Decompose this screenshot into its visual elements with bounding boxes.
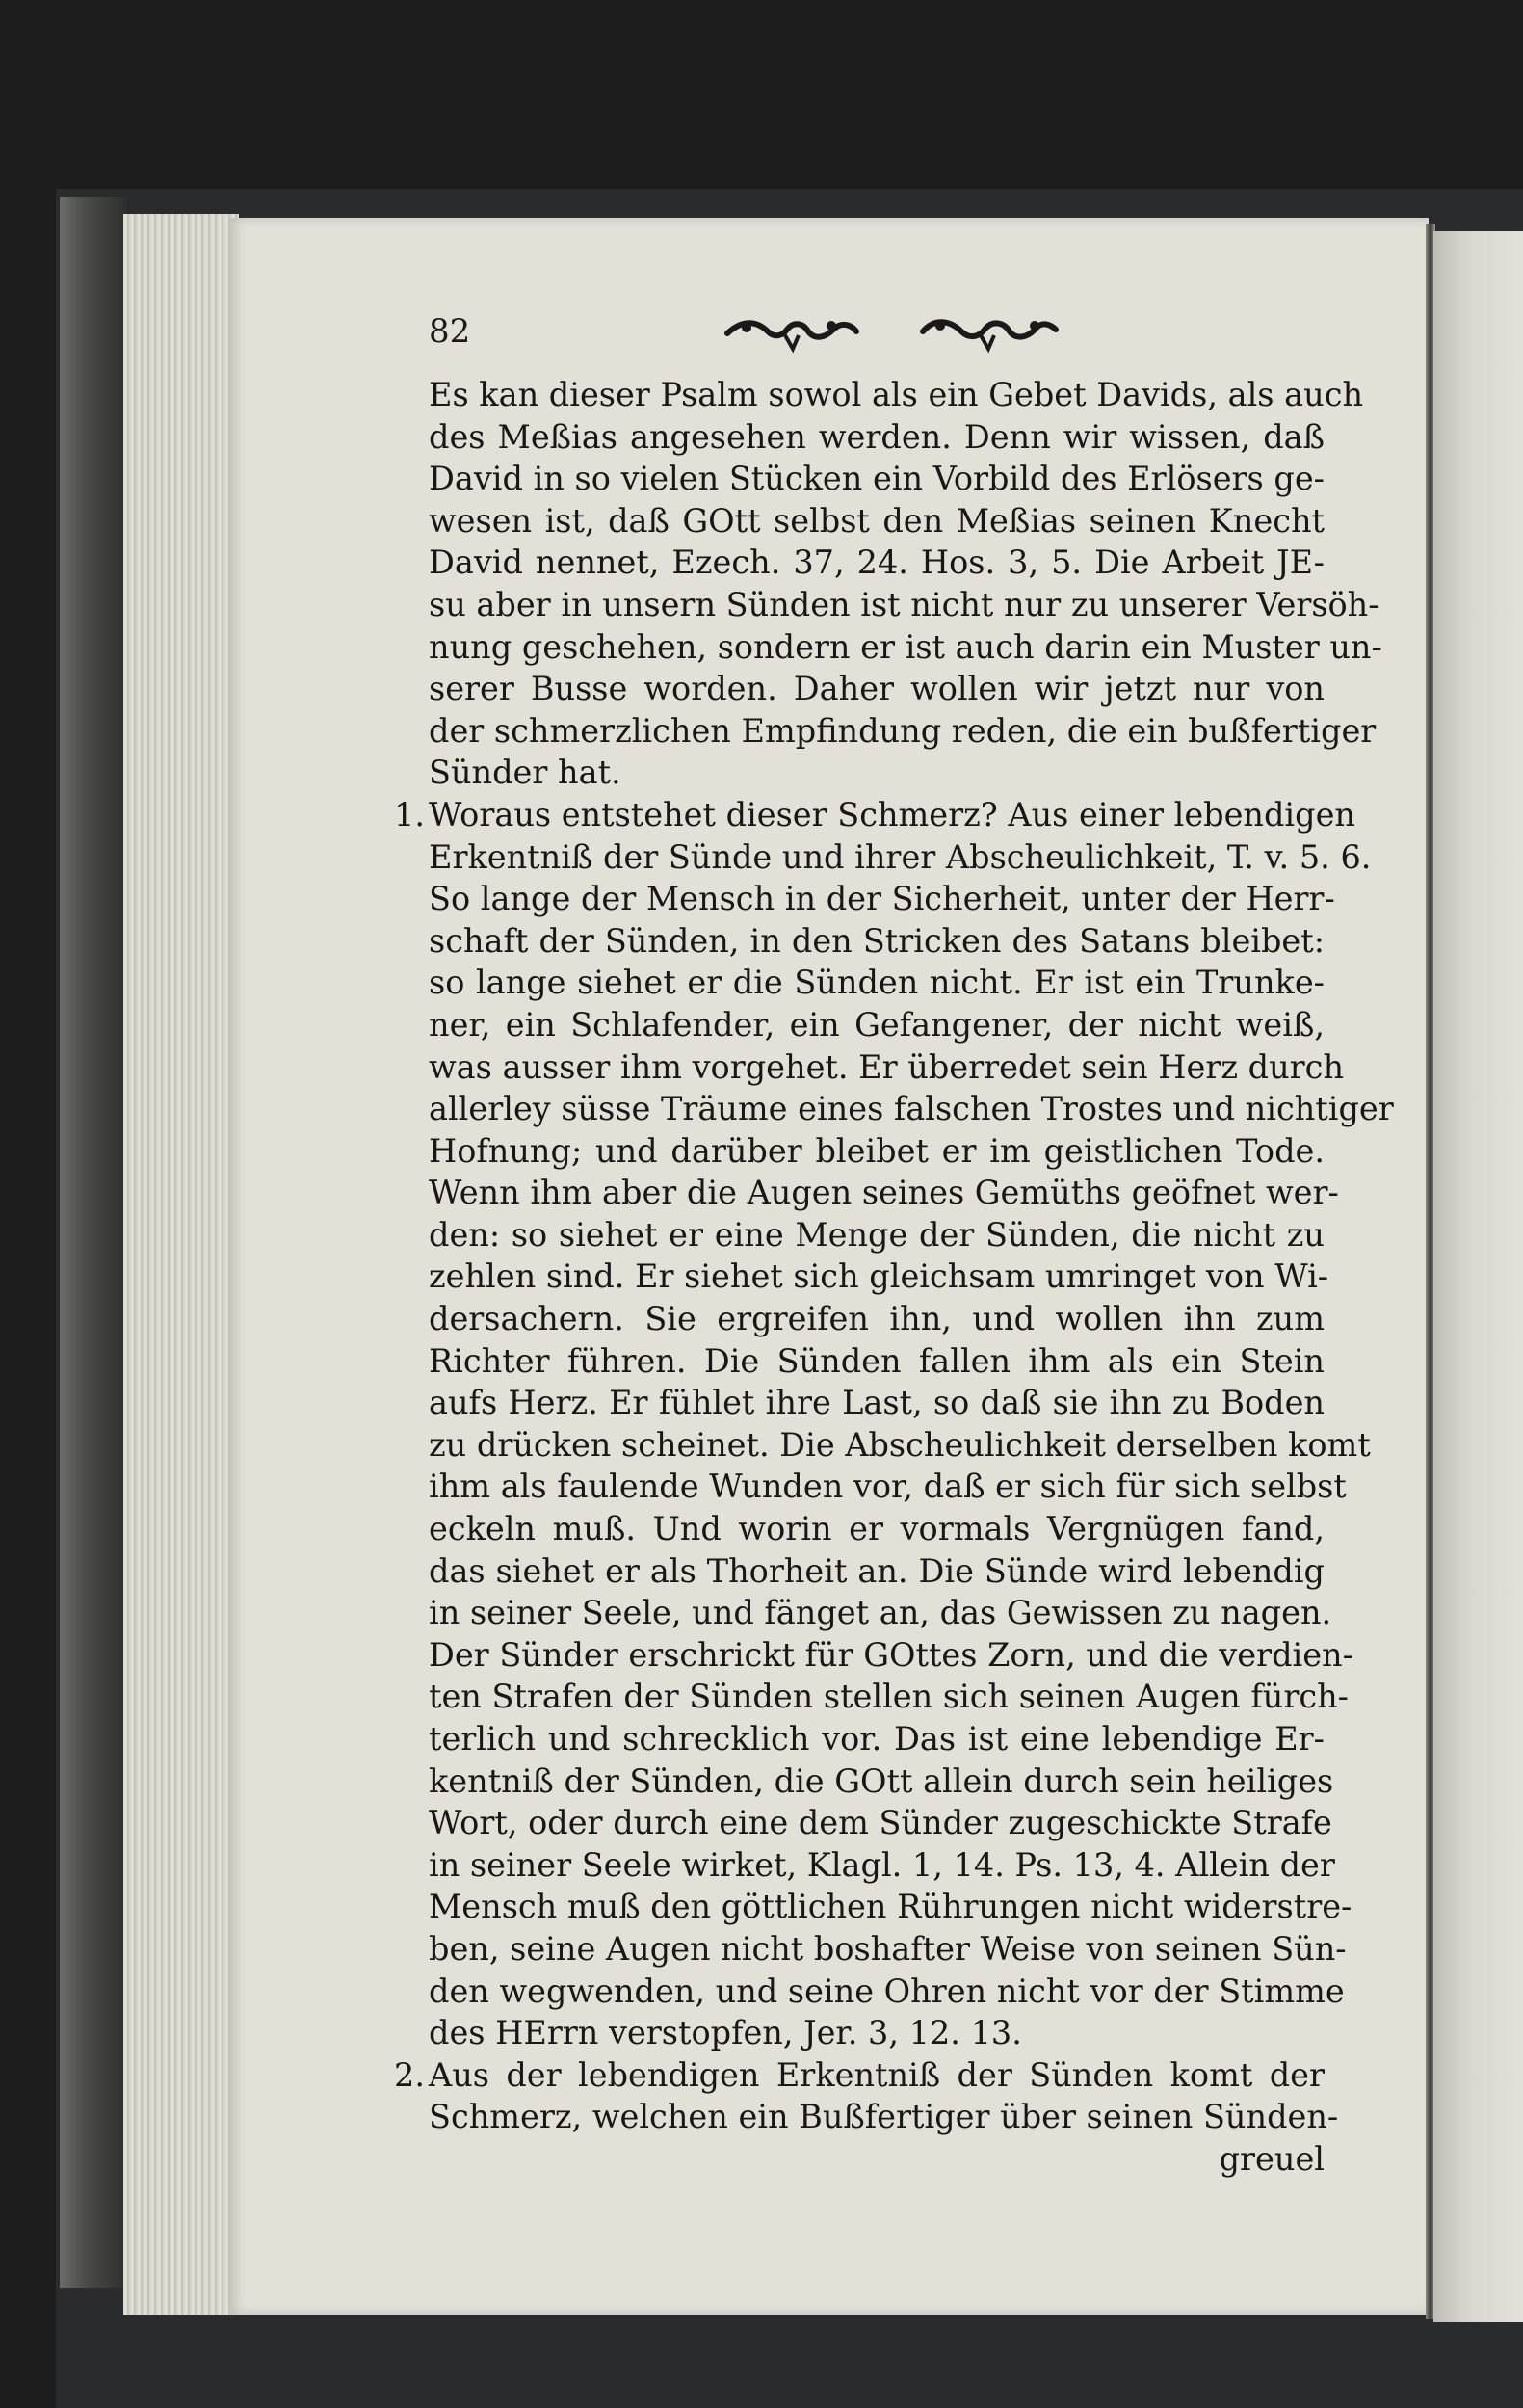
- line-text: nung geschehen, sondern er ist auch darin ein Muster un-: [429, 627, 1382, 666]
- line-text: David nennet, Ezech. 37, 24. Hos. 3, 5. Die Arbeit JE-: [429, 543, 1325, 582]
- line-text: ten Strafen der Sünden stellen sich seinen Augen fürch-: [429, 1678, 1349, 1716]
- text-line: [429, 458, 1325, 500]
- paragraph-number: 2.: [394, 2055, 425, 2094]
- line-text: Schmerz, welchen ein Bußfertiger über seinen Sünden-: [429, 2098, 1339, 2136]
- text-line: [429, 1382, 1325, 1424]
- facing-page-edge: [1433, 231, 1523, 2322]
- text-line: [429, 1844, 1335, 1887]
- text-line: [429, 1088, 1394, 1130]
- text-line: [429, 2138, 1325, 2181]
- line-text: kentniß der Sünden, die GOtt allein durch sein heiliges: [429, 1761, 1334, 1800]
- line-text: das siehet er als Thorheit an. Die Sünde wird lebendig: [429, 1551, 1325, 1590]
- line-text: in seiner Seele, und fänget an, das Gewissen zu nagen.: [429, 1594, 1332, 1632]
- line-text: Mensch muß den göttlichen Rührungen nicht widerstre-: [429, 1888, 1352, 1926]
- line-text: in seiner Seele wirket, Klagl. 1, 14. Ps. 13, 4. Allein der: [429, 1845, 1335, 1884]
- text-line: [429, 710, 1377, 753]
- line-text: allerley süsse Träume eines falschen Trostes und nichtiger: [429, 1090, 1394, 1128]
- text-line: [429, 1424, 1371, 1467]
- text-line: [429, 1760, 1334, 1803]
- text-line: [429, 584, 1379, 626]
- line-text: den wegwenden, und seine Ohren nicht vor der Stimme: [429, 1971, 1345, 2010]
- text-line: [429, 500, 1325, 542]
- line-text: serer Busse worden. Daher wollen wir jetzt nur von: [429, 670, 1325, 708]
- line-text: Woraus entstehet dieser Schmerz? Aus einer lebendigen: [429, 795, 1355, 834]
- text-line: [429, 2012, 1325, 2054]
- line-text: Wort, oder durch eine dem Sünder zugeschickte Strafe: [429, 1804, 1332, 1842]
- line-text: Der Sünder erschrickt für GOttes Zorn, und die verdien-: [429, 1635, 1353, 1674]
- line-text: eckeln muß. Und worin er vormals Vergnügen fand,: [429, 1510, 1325, 1548]
- text-line: [429, 1004, 1325, 1046]
- line-text: ihm als faulende Wunden vor, daß er sich für sich selbst: [429, 1468, 1347, 1506]
- page-stack-edges: [123, 214, 239, 2315]
- text-line: [429, 1298, 1325, 1340]
- ornament-icon: [915, 306, 1060, 355]
- line-text: David in so vielen Stücken ein Vorbild des Erlösers ge-: [429, 460, 1325, 498]
- line-text: des Meßias angesehen werden. Denn wir wissen, daß: [429, 417, 1325, 456]
- line-text: Sünder hat.: [429, 754, 621, 792]
- line-text: Richter führen. Die Sünden fallen ihm als ein Stein: [429, 1341, 1325, 1380]
- line-text: Aus der lebendigen Erkentniß der Sünden komt der: [429, 2055, 1325, 2094]
- page-number: 82: [429, 312, 471, 351]
- line-text: was ausser ihm vorgehet. Er überredet sein Herz durch: [429, 1047, 1345, 1086]
- text-line: [429, 836, 1372, 879]
- line-text: ner, ein Schlafender, ein Gefangener, der nicht weiß,: [429, 1005, 1325, 1044]
- line-text: so lange siehet er die Sünden nicht. Er ist ein Trunke-: [429, 964, 1325, 1002]
- line-text: Hofnung; und darüber bleibet er im geistlichen Tode.: [429, 1131, 1325, 1170]
- text-line: [429, 1340, 1325, 1383]
- text-line: [429, 1928, 1347, 1971]
- paragraph-number: 1.: [394, 795, 425, 834]
- text-line: [429, 374, 1364, 416]
- text-line: [429, 920, 1325, 963]
- text-line: [429, 668, 1325, 710]
- text-line: [429, 1466, 1347, 1508]
- text-line: [429, 1886, 1352, 1928]
- text-line: [429, 1971, 1345, 2013]
- line-text: dersachern. Sie ergreifen ihn, und wollen ihn zum: [429, 1300, 1325, 1338]
- line-text: aufs Herz. Er fühlet ihre Last, so daß sie ihn zu Boden: [429, 1384, 1325, 1422]
- text-line: [429, 1046, 1345, 1089]
- line-text: Wenn ihm aber die Augen seines Gemüths geöfnet wer-: [429, 1174, 1339, 1212]
- text-line: [429, 752, 1325, 794]
- text-line: [429, 542, 1325, 584]
- text-line: [429, 962, 1325, 1004]
- text-line: [394, 2054, 1325, 2097]
- text-line: [429, 1676, 1349, 1718]
- line-text: des HErrn verstopfen, Jer. 3, 12. 13.: [429, 2014, 1022, 2052]
- text-line: [429, 1802, 1332, 1844]
- line-text: wesen ist, daß GOtt selbst den Meßias seinen Knecht: [429, 501, 1325, 540]
- ornament-icon: [718, 306, 862, 355]
- line-text: So lange der Mensch in der Sicherheit, unter der Herr-: [429, 880, 1335, 918]
- text-line: [429, 1256, 1329, 1298]
- text-line: [429, 1172, 1339, 1214]
- page-header: [429, 306, 1373, 364]
- cover-edge: [60, 197, 127, 2288]
- line-text: Es kan dieser Psalm sowol als ein Gebet Davids, als auch: [429, 376, 1364, 413]
- text-line: [429, 1634, 1353, 1677]
- line-text: ben, seine Augen nicht boshafter Weise von seinen Sün-: [429, 1929, 1347, 1968]
- text-line: [429, 1508, 1325, 1550]
- line-text: schaft der Sünden, in den Stricken des Satans bleibet:: [429, 921, 1325, 960]
- text-line: [429, 2096, 1339, 2138]
- text-line: [429, 416, 1325, 459]
- text-line: [429, 878, 1335, 920]
- line-text: terlich und schrecklich vor. Das ist eine lebendige Er-: [429, 1720, 1325, 1758]
- text-line: [429, 1214, 1325, 1257]
- page-text: [394, 374, 1394, 2181]
- text-line: [429, 626, 1382, 669]
- line-text: zehlen sind. Er siehet sich gleichsam umringet von Wi-: [429, 1257, 1329, 1296]
- line-text: den: so siehet er eine Menge der Sünden, die nicht zu: [429, 1215, 1325, 1254]
- line-text: su aber in unsern Sünden ist nicht nur zu unserer Versöh-: [429, 585, 1379, 623]
- text-line: [429, 1130, 1325, 1173]
- text-line: [429, 1592, 1332, 1634]
- text-line: [429, 1550, 1325, 1593]
- line-text: Erkentniß der Sünde und ihrer Abscheulichkeit, T. v. 5. 6.: [429, 837, 1372, 876]
- text-line: [394, 794, 1355, 836]
- line-text: der schmerzlichen Empfindung reden, die ein bußfertiger: [429, 711, 1377, 750]
- line-text: greuel: [1219, 2139, 1325, 2178]
- line-text: zu drücken scheinet. Die Abscheulichkeit derselben komt: [429, 1425, 1371, 1464]
- text-line: [429, 1718, 1325, 1760]
